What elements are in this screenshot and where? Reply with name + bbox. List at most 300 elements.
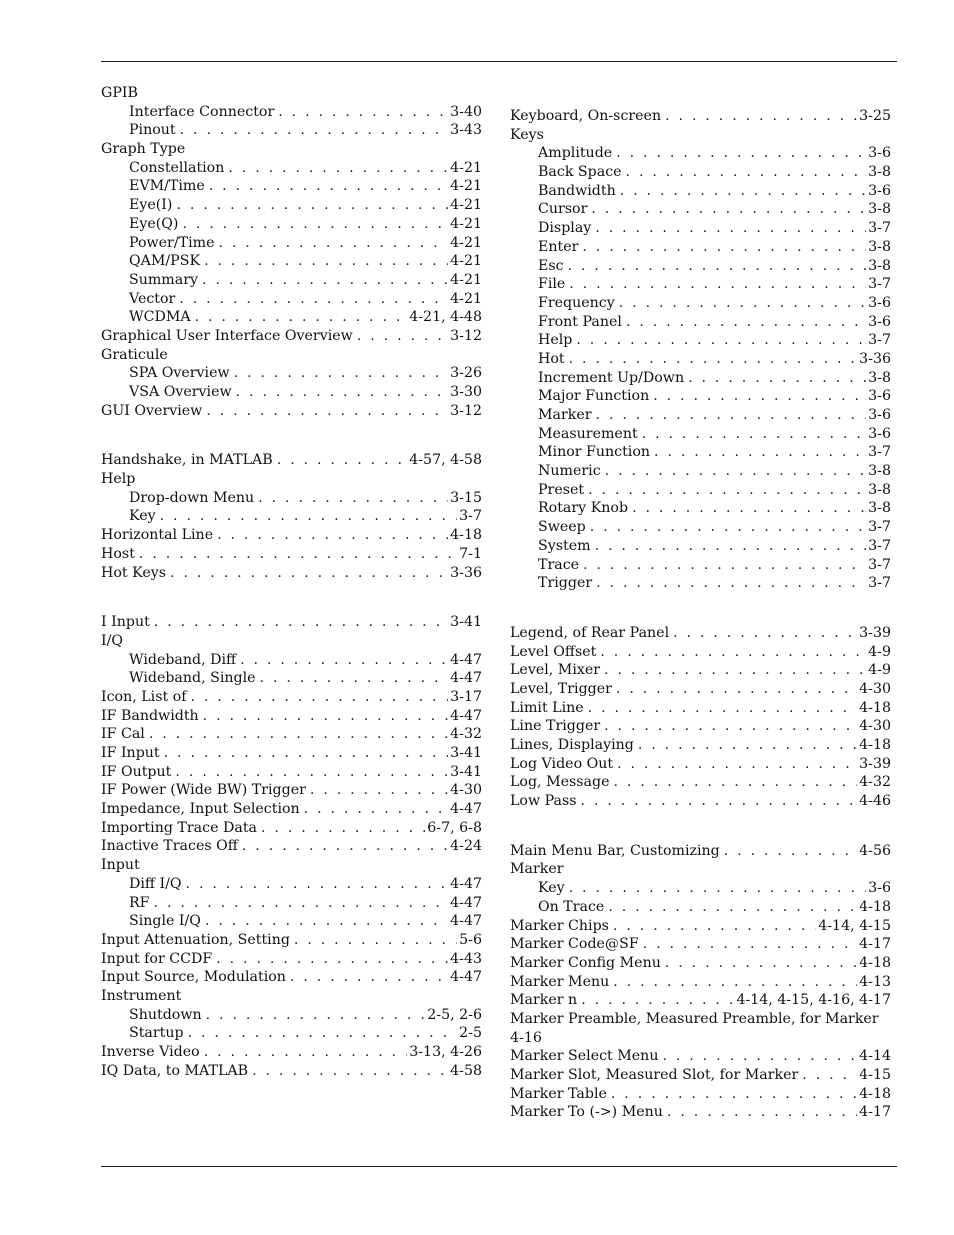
index-subentry [101, 912, 482, 931]
entry-page-ref: 4-9 [868, 643, 891, 660]
index-entry [510, 1085, 891, 1104]
dot-leader [611, 1085, 857, 1104]
index-entry [101, 451, 482, 470]
entry-label: Keyboard, On-screen [510, 108, 662, 124]
index-subentry [101, 364, 482, 383]
entry-page-ref: 4-15 [859, 1067, 891, 1084]
entry-page-ref: 3-12 [450, 327, 482, 344]
entry-page-ref: 3-8 [868, 500, 891, 517]
index-entry [101, 140, 482, 159]
dot-leader [154, 613, 448, 632]
index-subentry [101, 159, 482, 178]
index-subentry [101, 894, 482, 913]
entry-label: Major Function [538, 388, 650, 405]
entry-page-ref: 3-8 [868, 238, 891, 255]
dot-leader [614, 773, 858, 792]
index-entry [510, 1010, 891, 1047]
entry-label: Enter [538, 238, 579, 255]
entry-label: Wideband, Diff [129, 651, 237, 668]
entry-label: Host [101, 545, 135, 562]
dot-leader [205, 912, 448, 931]
entry-label: IF Output [101, 763, 172, 780]
entry-label: Diff I/Q [129, 875, 182, 892]
entry-page-ref: 3-36 [859, 350, 891, 367]
dot-leader [569, 879, 867, 898]
index-subentry [510, 331, 891, 350]
entry-page-ref: 3-6 [868, 294, 891, 311]
index-entry [510, 954, 891, 973]
index-entry [101, 987, 482, 1006]
index-entry [101, 707, 482, 726]
index-entry [510, 736, 891, 755]
dot-leader [617, 755, 857, 774]
dot-leader [304, 800, 448, 819]
entry-label: Log, Message [510, 774, 610, 791]
dot-leader [310, 781, 448, 800]
entry-page-ref: 4-13 [859, 973, 891, 990]
entry-label: Measurement [538, 425, 638, 442]
dot-leader [588, 481, 866, 500]
index-subentry [510, 879, 891, 898]
dot-leader [228, 159, 448, 178]
entry-label: VSA Overview [129, 384, 232, 400]
dot-leader [206, 1006, 426, 1025]
entry-label: Sweep [538, 519, 586, 536]
entry-label: Graphical User Interface Overview [101, 327, 353, 344]
entry-page-ref: 3-36 [450, 564, 482, 581]
index-entry [101, 632, 482, 651]
section-gap [510, 811, 891, 842]
dot-leader [176, 196, 448, 215]
dot-leader [653, 387, 866, 406]
index-entry [101, 688, 482, 707]
dot-leader [186, 875, 449, 894]
entry-page-ref: 4-47 [450, 651, 482, 668]
entry-page-ref: 3-8 [868, 164, 891, 181]
entry-label: Marker Select Menu [510, 1048, 659, 1065]
entry-page-ref: 4-47 [450, 894, 482, 911]
index-subentry [510, 481, 891, 500]
entry-label: Graph Type [101, 141, 186, 158]
dot-leader [202, 271, 448, 290]
entry-label: Instrument [101, 987, 182, 1004]
index-subentry [510, 406, 891, 425]
entry-page-ref: 3-8 [868, 201, 891, 218]
index-entry [510, 680, 891, 699]
index-entry [510, 935, 891, 954]
entry-page-ref: 3-13, 4-26 [409, 1044, 482, 1060]
index-subentry [510, 499, 891, 518]
dot-leader [632, 499, 866, 518]
index-entry [101, 1062, 482, 1081]
entry-label: Level, Trigger [510, 680, 612, 697]
entry-page-ref: 3-41 [450, 614, 482, 631]
index-entry [510, 842, 891, 861]
dot-leader [216, 950, 448, 969]
dot-leader [164, 744, 449, 763]
dot-leader [160, 507, 458, 526]
entry-page-ref: 4-18 [859, 898, 891, 915]
dot-leader [616, 144, 866, 163]
dot-leader [191, 688, 449, 707]
index-subentry [510, 144, 891, 163]
entry-label: Impedance, Input Selection [101, 801, 300, 818]
entry-label: Inverse Video [101, 1044, 200, 1060]
index-subentry [101, 507, 482, 526]
entry-page-ref: 4-24 [450, 838, 482, 855]
entry-page-ref: 3-39 [859, 624, 891, 641]
entry-page-ref: 3-26 [450, 365, 482, 382]
dot-leader [591, 200, 866, 219]
index-entry [510, 1103, 891, 1122]
entry-label: Key [538, 880, 565, 897]
entry-page-ref: 3-41 [450, 763, 482, 780]
entry-label: Log Video Out [510, 755, 614, 772]
entry-page-ref: 3-8 [868, 481, 891, 498]
entry-label: Marker Preamble, Measured Preamble, for Marker 4-16 [510, 1010, 879, 1046]
entry-label: Marker Table [510, 1085, 607, 1102]
dot-leader [203, 707, 448, 726]
entry-label: Main Menu Bar, Customizing [510, 842, 720, 859]
entry-label: Hot [538, 350, 565, 367]
entry-page-ref: 4-18 [859, 737, 891, 753]
entry-page-ref: 4-58 [450, 1062, 482, 1079]
index-subentry [510, 275, 891, 294]
dot-leader [581, 991, 734, 1010]
dot-leader [206, 402, 448, 421]
index-entry [510, 991, 891, 1010]
entry-page-ref: 3-6 [868, 182, 891, 199]
entry-page-ref: 4-21 [450, 290, 482, 307]
index-subentry [510, 163, 891, 182]
entry-label: I/Q [101, 632, 124, 649]
index-subentry [510, 182, 891, 201]
entry-label: Wideband, Single [129, 670, 256, 687]
entry-page-ref: 4-47 [450, 670, 482, 687]
index-subentry [101, 215, 482, 234]
index-entry [101, 613, 482, 632]
dot-leader [278, 103, 448, 122]
entry-label: Marker [510, 861, 564, 878]
dot-leader [667, 1103, 857, 1122]
index-entry [510, 860, 891, 879]
entry-page-ref: 3-7 [868, 537, 891, 554]
entry-label: Keys [510, 126, 544, 143]
dot-leader [209, 177, 448, 196]
header-rule [101, 61, 897, 62]
section-gap [101, 582, 482, 613]
index-entry [510, 917, 891, 936]
dot-leader [260, 669, 449, 688]
dot-leader [604, 717, 857, 736]
dot-leader [619, 294, 866, 313]
index-subentry [101, 1006, 482, 1025]
dot-leader [576, 331, 866, 350]
entry-label: Amplitude [538, 145, 613, 162]
entry-page-ref: 4-30 [450, 782, 482, 799]
index-subentry [510, 369, 891, 388]
entry-page-ref: 3-17 [450, 688, 482, 705]
dot-leader [613, 917, 816, 936]
entry-label: Importing Trace Data [101, 819, 257, 836]
dot-leader [234, 364, 448, 383]
dot-leader [252, 1062, 448, 1081]
entry-page-ref: 4-47 [450, 875, 482, 892]
entry-page-ref: 4-14, 4-15 [818, 917, 891, 934]
entry-page-ref: 3-6 [868, 388, 891, 405]
entry-label: Constellation [129, 159, 225, 176]
index-entry [101, 346, 482, 365]
entry-label: QAM/PSK [129, 253, 201, 270]
entry-label: GUI Overview [101, 402, 203, 419]
entry-page-ref: 4-21 [450, 197, 482, 214]
entry-label: Display [538, 220, 592, 237]
dot-leader [139, 545, 457, 564]
index-entry [101, 470, 482, 489]
dot-leader [688, 369, 866, 388]
entry-label: Help [538, 332, 573, 349]
entry-page-ref: 5-6 [459, 931, 482, 948]
entry-label: Input [101, 857, 140, 874]
entry-page-ref: 3-39 [859, 755, 891, 772]
index-entry [510, 717, 891, 736]
index-entry [510, 755, 891, 774]
index-entry [510, 973, 891, 992]
entry-label: Front Panel [538, 313, 622, 330]
entry-label: Eye(I) [129, 197, 173, 214]
entry-label: Inactive Traces Off [101, 838, 238, 855]
index-subentry [101, 252, 482, 271]
index-entry [101, 564, 482, 583]
entry-label: Frequency [538, 294, 615, 311]
entry-label: Single I/Q [129, 913, 201, 930]
entry-label: RF [129, 894, 150, 911]
section-gap [510, 593, 891, 624]
entry-page-ref: 3-41 [450, 745, 482, 761]
entry-label: Marker [538, 407, 592, 423]
dot-leader [596, 406, 867, 425]
index-subentry [101, 875, 482, 894]
index-subentry [510, 537, 891, 556]
index-entry [510, 126, 891, 145]
entry-label: IF Input [101, 745, 160, 761]
index-entry [510, 107, 891, 126]
index-column-right [510, 107, 891, 1122]
entry-label: Shutdown [129, 1006, 202, 1023]
entry-page-ref: 4-21 [450, 234, 482, 251]
dot-leader [588, 699, 857, 718]
dot-leader [595, 537, 867, 556]
entry-page-ref: 3-7 [868, 444, 891, 461]
entry-label: On Trace [538, 898, 605, 915]
dot-leader [240, 651, 448, 670]
index-entry [510, 1047, 891, 1066]
index-subentry [510, 425, 891, 444]
entry-page-ref: 2-5 [459, 1025, 482, 1042]
index-entry [101, 327, 482, 346]
index-subentry [101, 234, 482, 253]
index-subentry [510, 350, 891, 369]
dot-leader [218, 234, 448, 253]
entry-label: Back Space [538, 164, 622, 181]
dot-leader [638, 736, 857, 755]
entry-page-ref: 4-47 [450, 913, 482, 930]
entry-label: File [538, 276, 566, 293]
entry-page-ref: 4-14, 4-15, 4-16, 4-17 [736, 992, 891, 1009]
dot-leader [195, 308, 408, 327]
index-entry [101, 402, 482, 421]
index-subentry [101, 1024, 482, 1043]
entry-label: Esc [538, 257, 564, 274]
index-subentry [510, 556, 891, 575]
dot-leader [170, 564, 448, 583]
index-subentry [101, 196, 482, 215]
index-entry [101, 526, 482, 545]
entry-label: Legend, of Rear Panel [510, 624, 670, 641]
entry-page-ref: 3-40 [450, 103, 482, 120]
entry-page-ref: 2-5, 2-6 [427, 1006, 482, 1023]
entry-label: Help [101, 471, 136, 488]
entry-page-ref: 4-43 [450, 950, 482, 967]
index-entry [510, 773, 891, 792]
entry-label: Interface Connector [129, 103, 275, 120]
footer-rule [101, 1166, 897, 1167]
dot-leader [217, 526, 448, 545]
entry-page-ref: 4-47 [450, 707, 482, 724]
entry-label: Trigger [538, 575, 593, 592]
dot-leader [605, 462, 866, 481]
dot-leader [604, 661, 866, 680]
entry-page-ref: 3-7 [868, 276, 891, 293]
entry-label: Minor Function [538, 444, 651, 461]
dot-leader [642, 425, 866, 444]
entry-page-ref: 4-21, 4-48 [409, 309, 482, 326]
dot-leader [204, 1043, 408, 1062]
entry-label: Trace [538, 556, 580, 573]
index-entry [101, 84, 482, 103]
entry-page-ref: 3-8 [868, 369, 891, 386]
index-subentry [101, 121, 482, 140]
dot-leader [665, 107, 857, 126]
entry-label: GPIB [101, 85, 138, 101]
entry-page-ref: 4-47 [450, 801, 482, 818]
index-entry [510, 699, 891, 718]
index-entry [101, 725, 482, 744]
index-entry [101, 819, 482, 838]
entry-label: Key [129, 508, 156, 525]
entry-page-ref: 3-7 [868, 575, 891, 592]
entry-label: Cursor [538, 201, 588, 218]
entry-page-ref: 4-21 [450, 253, 482, 270]
entry-label: Input for CCDF [101, 950, 213, 967]
dot-leader [179, 290, 448, 309]
dot-leader [673, 624, 857, 643]
index-entry [510, 643, 891, 662]
entry-label: Preset [538, 481, 585, 498]
section-gap [101, 420, 482, 451]
index-subentry [101, 103, 482, 122]
entry-label: Icon, List of [101, 688, 187, 705]
entry-label: Marker Config Menu [510, 954, 661, 971]
dot-leader [180, 121, 449, 140]
dot-leader [665, 954, 857, 973]
entry-page-ref: 3-6 [868, 313, 891, 330]
entry-page-ref: 4-18 [859, 954, 891, 971]
index-subentry [510, 518, 891, 537]
entry-label: Summary [129, 271, 199, 288]
entry-label: Hot Keys [101, 564, 167, 581]
entry-label: IF Bandwidth [101, 707, 199, 724]
entry-page-ref: 4-18 [450, 527, 482, 544]
dot-leader [261, 819, 425, 838]
entry-label: Level Offset [510, 643, 597, 660]
entry-label: EVM/Time [129, 178, 205, 195]
dot-leader [182, 215, 448, 234]
entry-label: Marker Menu [510, 973, 610, 990]
dot-leader [581, 792, 858, 811]
dot-leader [595, 219, 866, 238]
entry-page-ref: 4-21 [450, 159, 482, 176]
entry-label: Vector [129, 290, 176, 307]
entry-label: WCDMA [129, 309, 191, 326]
entry-label: Graticule [101, 346, 168, 363]
entry-page-ref: 4-32 [859, 774, 891, 791]
index-entry [101, 931, 482, 950]
entry-label: Eye(Q) [129, 215, 179, 232]
entry-label: Rotary Knob [538, 500, 629, 517]
index-subentry [101, 271, 482, 290]
index-subentry [510, 257, 891, 276]
index-subentry [101, 308, 482, 327]
entry-page-ref: 4-18 [859, 1085, 891, 1102]
entry-page-ref: 4-30 [859, 680, 891, 697]
index-entry [510, 624, 891, 643]
entry-label: Handshake, in MATLAB [101, 452, 273, 469]
entry-page-ref: 3-7 [459, 508, 482, 525]
entry-label: Lines, Displaying [510, 737, 634, 753]
entry-page-ref: 4-17 [859, 1104, 891, 1121]
entry-page-ref: 4-57, 4-58 [409, 452, 482, 469]
entry-page-ref: 3-7 [868, 220, 891, 237]
entry-label: SPA Overview [129, 365, 230, 382]
entry-page-ref: 6-7, 6-8 [427, 819, 482, 836]
entry-label: Horizontal Line [101, 527, 214, 544]
entry-page-ref: 3-6 [868, 880, 891, 897]
entry-page-ref: 4-21 [450, 178, 482, 195]
entry-page-ref: 4-21 [450, 271, 482, 288]
dot-leader [294, 931, 457, 950]
dot-leader [662, 1047, 857, 1066]
index-subentry [510, 294, 891, 313]
entry-page-ref: 3-7 [868, 332, 891, 349]
index-subentry [510, 462, 891, 481]
entry-page-ref: 4-21 [450, 215, 482, 232]
entry-label: Bandwidth [538, 182, 616, 199]
dot-leader [802, 1066, 857, 1085]
entry-page-ref: 4-18 [859, 699, 891, 716]
entry-label: Pinout [129, 122, 176, 139]
entry-label: Marker n [510, 992, 578, 1009]
index-subentry [510, 200, 891, 219]
dot-leader [277, 451, 408, 470]
entry-label: Limit Line [510, 699, 584, 716]
dot-leader [620, 182, 866, 201]
dot-leader [590, 518, 866, 537]
entry-label: Startup [129, 1025, 184, 1042]
entry-label: Numeric [538, 463, 601, 480]
dot-leader [357, 327, 448, 346]
entry-label: System [538, 537, 591, 554]
